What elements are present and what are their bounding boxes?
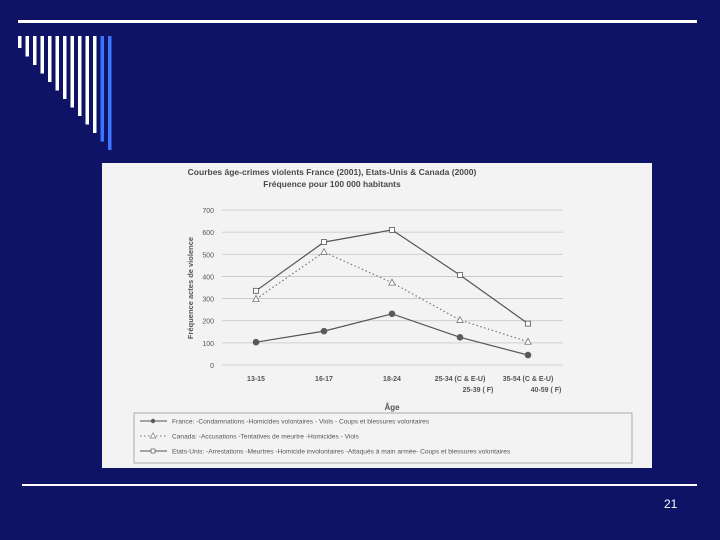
data-point	[253, 339, 260, 346]
legend-marker	[150, 433, 156, 438]
data-point	[525, 338, 531, 344]
data-point	[458, 273, 463, 278]
data-point	[457, 317, 463, 323]
y-tick-label: 100	[202, 340, 214, 348]
data-point	[389, 311, 396, 318]
legend-label: Etats-Unis: -Arrestations -Meurtres -Homicide involontaires -Attaqués à main armée- Coups et blessures volontaires	[172, 448, 511, 456]
data-point	[526, 321, 531, 326]
data-point	[322, 240, 327, 245]
line-chart	[102, 163, 652, 468]
x-tick-label: 40-59 ( F)	[530, 387, 562, 394]
accent-bar	[93, 36, 97, 133]
accent-bar	[41, 36, 45, 74]
accent-bar	[86, 36, 90, 125]
y-axis-label: Fréquence actes de violence	[186, 236, 195, 340]
y-tick-label: 200	[202, 318, 214, 326]
x-tick-label: 16-17	[315, 376, 333, 383]
y-tick-label: 300	[202, 296, 214, 304]
decorative-bars	[0, 0, 120, 150]
legend-marker	[151, 419, 155, 423]
accent-bar	[26, 36, 30, 57]
data-point	[525, 352, 532, 359]
x-tick-label: 18-24	[383, 376, 401, 383]
accent-bar	[108, 36, 112, 150]
bottom-rule	[22, 484, 697, 486]
series-line	[256, 252, 528, 342]
y-tick-label: 0	[210, 363, 214, 370]
x-tick-label: 13-15	[247, 376, 265, 383]
chart-photo	[102, 163, 652, 468]
x-tick-label: 35-54 (C & E-U)	[502, 376, 554, 383]
accent-bar	[63, 36, 67, 99]
data-point	[321, 249, 327, 255]
legend-label: Canada: -Accusations -Tentatives de meurtre -Homicides - Viols	[172, 433, 359, 441]
data-point	[254, 288, 259, 293]
data-point	[390, 227, 395, 232]
chart-subtitle: Fréquence pour 100 000 habitants	[263, 179, 401, 189]
series-line	[256, 314, 528, 355]
accent-bar	[18, 36, 22, 48]
y-tick-label: 600	[202, 230, 214, 238]
accent-bar	[33, 36, 37, 65]
y-tick-label: 500	[202, 252, 214, 260]
accent-bar	[101, 36, 105, 142]
data-point	[321, 328, 328, 335]
accent-bar	[56, 36, 60, 91]
data-point	[457, 334, 464, 341]
x-tick-label: 25-39 ( F)	[462, 387, 494, 394]
legend-label: France: -Condamnations -Homicides volontaires - Viols - Coups et blessures volontaires	[172, 418, 430, 426]
page-number: 21	[664, 497, 678, 511]
accent-bar	[71, 36, 75, 108]
data-point	[389, 279, 395, 285]
y-tick-label: 700	[202, 208, 214, 215]
x-tick-label: 25-34 (C & E-U)	[434, 376, 486, 383]
accent-bar	[78, 36, 82, 116]
x-axis-label: Âge	[384, 403, 400, 412]
chart-title: Courbes âge-crimes violents France (2001), Etats-Unis & Canada (2000)	[187, 167, 477, 177]
accent-bar	[48, 36, 52, 82]
legend-marker	[151, 449, 155, 453]
y-tick-label: 400	[202, 274, 214, 282]
